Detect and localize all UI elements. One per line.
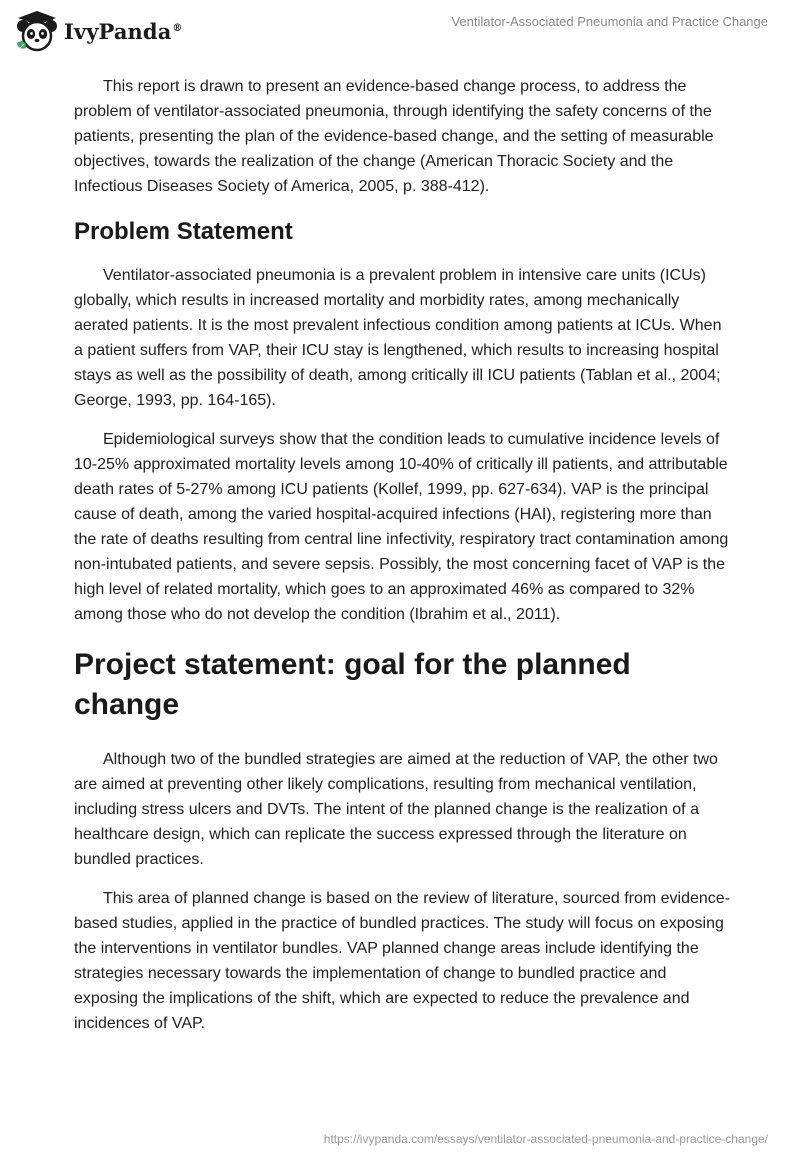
- project-statement-heading: Project statement: goal for the planned change: [74, 648, 631, 721]
- intro-paragraph: This report is drawn to present an evidence-based change process, to address the problem of ventilator-associated pneumonia, through identifying the safety concerns of the patients, presenting the plan of the evidence-based change, and the setting of measurable objectives, towards the realization of the change (American Thoracic Society and the Infectious Diseases Society of America, 2005, p. 388-412).: [74, 78, 714, 195]
- page-header: [0, 0, 800, 60]
- panda-graduate-icon: [14, 9, 60, 53]
- document-title: Ventilator-Associated Pneumonia and Practice Change: [451, 14, 768, 29]
- essay-content: [74, 74, 734, 1050]
- brand-name: [64, 19, 183, 44]
- ivypanda-logo[interactable]: [14, 9, 183, 53]
- registered-mark: ®: [172, 22, 183, 34]
- problem-statement-heading: Problem Statement: [74, 218, 293, 245]
- problem-paragraph-1: Ventilator-associated pneumonia is a prevalent problem in intensive care units (ICUs) globally, which results in increased mortality and morbidity rates, among mechanically aerated patients. It is the most prevalent infectious condition among patients at ICUs. When a patient suffers from VAP, their ICU stay is lengthened, which results to increasing hospital stays as well as the possibility of death, among critically ill ICU patients (Tablan et al., 2004; George, 1993, pp. 164-165).: [74, 267, 722, 409]
- project-paragraph-2: This area of planned change is based on the review of literature, sourced from evidence-based studies, applied in the practice of bundled practices. The study will focus on exposing the interventions in ventilator bundles. VAP planned change areas include identifying the strategies necessary towards the implementation of change to bundled practice and exposing the implications of the shift, which are expected to reduce the prevalence and incidences of VAP.: [74, 890, 731, 1032]
- brand-name-text: IvyPanda: [64, 18, 172, 44]
- problem-paragraph-2: Epidemiological surveys show that the condition leads to cumulative incidence levels of 10-25% approximated mortality levels among 10-40% of critically ill patients, and attributable death rates of 5-27% among ICU patients (Kollef, 1999, pp. 627-634). VAP is the principal cause of death, among the varied hospital-acquired infections (HAI), registering more than the rate of deaths resulting from central line infectivity, respiratory tract contamination among non-intubated patients, and severe sepsis. Possibly, the most concerning facet of VAP is the high level of related mortality, which goes to an approximated 46% as compared to 32% among those who do not develop the condition (Ibrahim et al., 2011).: [74, 431, 729, 623]
- source-url[interactable]: https://ivypanda.com/essays/ventilator-associated-pneumonia-and-practice-change/: [323, 1132, 768, 1146]
- project-paragraph-1: Although two of the bundled strategies are aimed at the reduction of VAP, the other two are aimed at preventing other likely complications, resulting from mechanical ventilation, including stress ulcers and DVTs. The intent of the planned change is the realization of a healthcare design, which can replicate the success expressed through the literature on bundled practices.: [74, 751, 718, 868]
